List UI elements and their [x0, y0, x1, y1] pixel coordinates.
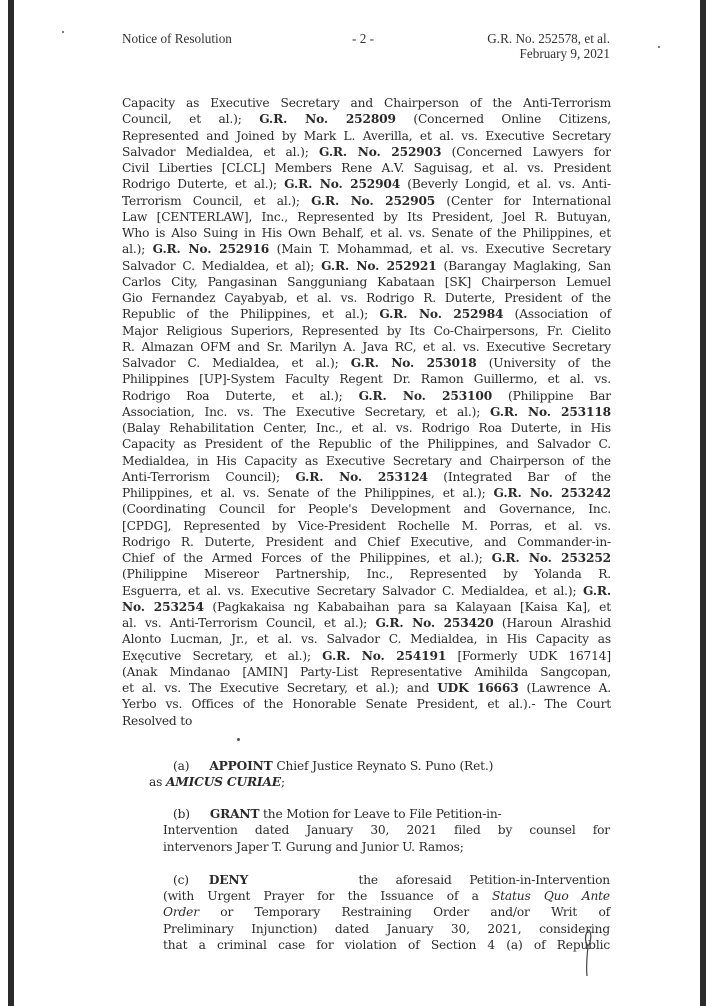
text-line [122, 696, 611, 712]
text-line [122, 176, 611, 192]
case-number-bold: G.R. No. 253252 [491, 551, 611, 565]
text-line [122, 371, 611, 387]
text-line [122, 339, 611, 355]
text-segment: Yerbo vs. Offices of the Honorable Senate President, et al.).- The Court [122, 697, 611, 712]
text-segment: R. Almazan OFM and Sr. Marilyn A. Java RC, et al. vs. Executive Secretary [122, 339, 611, 354]
text-line [122, 388, 611, 404]
text-line [122, 209, 611, 225]
text-line [122, 566, 611, 582]
item-verb: APPOINT [209, 759, 273, 773]
case-number-bold: G.R. No. 252903 [319, 144, 442, 159]
text-line [122, 144, 611, 160]
text-segment: (Integrated Bar of the [427, 469, 611, 484]
case-number-bold: G.R. No. 252984 [379, 307, 504, 322]
item-text: Preliminary Injunction) dated January 30, 2021, considering [163, 921, 610, 936]
text-segment: (Concerned Online Citizens, [395, 112, 611, 127]
text-line [122, 241, 611, 257]
case-number: G.R. No. 252578, et al. [487, 31, 610, 46]
order-emphasis: Order [163, 905, 199, 920]
text-segment: Resolved to [122, 713, 193, 728]
text-segment: et al. vs. The Executive Secretary, et al.); and [122, 681, 438, 695]
item-verb: GRANT [209, 807, 260, 821]
speck [658, 46, 660, 48]
speck [237, 738, 240, 741]
text-line [122, 128, 611, 144]
text-segment: Carlos City, Pangasinan Sangguniang Kabataan [SK] Chairperson Lemuel [122, 274, 611, 289]
text-line [122, 485, 611, 501]
case-date: February 9, 2021 [519, 46, 610, 61]
text-line [122, 323, 611, 339]
text-segment: Salvador C. Medialdea, et al); [122, 258, 322, 273]
text-line [122, 713, 611, 729]
item-marker: (a) [173, 759, 190, 773]
case-number-bold: G.R. No. 252921 [321, 258, 437, 273]
text-segment: Rodrigo Duterte, et al.); [122, 177, 285, 192]
text-segment: al. vs. Anti-Terrorism Council, et al.); [122, 616, 376, 630]
text-line [122, 436, 611, 452]
text-line [122, 631, 611, 647]
item-text: intervenors Japer T. Gurung and Junior U. Ramos; [163, 839, 464, 854]
text-line [122, 648, 611, 664]
text-segment: Represented and Joined by Mark L. Averilla, et al. vs. Executive Secretary [122, 128, 611, 143]
case-number-bold: G.R. No. 253100 [358, 388, 493, 403]
text-segment: Salvador Medialdea, et al.); [122, 144, 320, 159]
text-segment: Philippines [UP]-System Faculty Regent Dr. Ramon Guillermo, et al. vs. [122, 372, 611, 387]
text-segment: (Barangay Maglaking, San [436, 258, 611, 273]
text-segment: Alonto Lucman, Jr., et al. vs. Salvador C. Medialdea, in His Capacity as [122, 632, 611, 647]
text-segment: (Anak Mindanao [AMIN] Party-List Representative Amihilda Sangcopan, [122, 664, 611, 679]
text-line [122, 518, 611, 534]
text-segment: (Association of [503, 307, 611, 322]
case-number-bold: G.R. No. 252904 [284, 177, 401, 192]
case-number-bold: G.R. No. 252916 [152, 242, 270, 257]
case-number-bold: G.R. No. 252905 [311, 193, 436, 208]
case-number-bold: G.R. No. 253018 [350, 356, 477, 370]
text-line [122, 599, 611, 615]
item-marker: (c) [173, 873, 189, 887]
text-segment: Law [CENTERLAW], Inc., Represented by Its President, Joel R. Butuyan, [122, 209, 611, 224]
text-segment: Philippines, et al. vs. Senate of the Philippines, et al.); [122, 486, 494, 500]
text-line [122, 420, 611, 436]
case-number-bold: G.R. No. 253124 [295, 469, 428, 484]
text-line [122, 550, 611, 566]
text-segment: [Formerly UDK 16714] [446, 648, 611, 663]
text-line [122, 274, 611, 290]
text-line [122, 290, 611, 306]
item-text: (with Urgent Prayer for the Issuance of a [163, 889, 492, 904]
case-number-bold: No. 253254 [122, 599, 204, 614]
text-segment: (Balay Rehabilitation Center, Inc., et al. vs. Rodrigo Roa Duterte, in His [122, 421, 611, 435]
case-number-bold: G.R. No. 254191 [322, 648, 447, 663]
text-segment: (Concerned Lawyers for [441, 144, 611, 159]
text-segment: Exęcutive Secretary, et al.); [122, 648, 323, 663]
text-segment: Major Religious Superiors, Represented by Its Co-Chairpersons, Fr. Cielito [122, 323, 611, 338]
text-segment: Capacity as Executive Secretary and Chairperson of the Anti-Terrorism [122, 96, 611, 110]
item-text: Intervention dated January 30, 2021 filed by counsel for [163, 823, 610, 838]
text-line [122, 404, 611, 420]
case-number-bold: UDK 16663 [437, 681, 519, 695]
text-segment: Chief of the Armed Forces of the Philippines, et al.); [122, 551, 492, 565]
status-quo-emphasis: Status Quo Ante [491, 889, 610, 904]
case-number-bold: G.R. No. 253420 [375, 616, 494, 630]
text-segment: Medialdea, in His Capacity as Executive Secretary and Chairperson of the [122, 453, 611, 468]
speck [62, 31, 64, 33]
item-marker: (b) [173, 807, 190, 821]
item-text: that a criminal case for violation of Section 4 (a) of Republic [163, 937, 610, 952]
item-text: as [149, 775, 166, 790]
case-number-bold: G.R. No. 253242 [493, 486, 611, 500]
text-line [122, 534, 611, 550]
text-segment: (Philippine Misereor Partnership, Inc., Represented by Yolanda R. [122, 567, 611, 582]
text-segment: Rodrigo R. Duterte, President and Chief Executive, and Commander-in- [122, 534, 611, 549]
text-line [122, 355, 611, 371]
page-number: - 2 - [352, 31, 374, 46]
amicus-curiae-emphasis: AMICUS CURIAE [165, 775, 281, 790]
text-segment: (Beverly Longid, et al. vs. Anti- [400, 177, 611, 192]
text-segment: Rodrigo Roa Duterte, et al.); [122, 388, 359, 403]
text-segment: (University of the [476, 356, 611, 370]
page-left-edge [8, 0, 14, 1006]
resolution-item-c [163, 872, 610, 953]
resolution-item-b [163, 806, 610, 855]
page-right-edge [700, 0, 706, 1006]
text-segment: Esguerra, et al. vs. Executive Secretary Salvador C. Medialdea, et al.); [122, 583, 583, 598]
case-list-paragraph [122, 95, 611, 729]
text-segment: Council, et al.); [122, 112, 260, 127]
item-text: or Temporary Restraining Order and/or Writ of [198, 905, 610, 920]
text-segment: Salvador C. Medialdea, et al.); [122, 356, 351, 370]
text-segment: Capacity as President of the Republic of the Philippines, and Salvador C. [122, 437, 611, 452]
item-text: the Motion for Leave to File Petition-in- [259, 807, 502, 821]
text-line [122, 664, 611, 680]
text-segment: Civil Liberties [CLCL] Members Rene A.V. Saguisag, et al. vs. President [122, 161, 611, 175]
text-segment: (Haroun Alrashid [493, 616, 611, 630]
text-line [122, 306, 611, 322]
text-line [122, 225, 611, 241]
text-line [122, 453, 611, 469]
text-segment: Republic of the Philippines, et al.); [122, 307, 380, 322]
case-reference [487, 31, 610, 61]
text-line [122, 193, 611, 209]
document-type: Notice of Resolution [122, 31, 232, 46]
text-line [122, 95, 611, 111]
text-segment: [CPDG], Represented by Vice-President Rochelle M. Porras, et al. vs. [122, 518, 611, 533]
text-segment: (Coordinating Council for People's Development and Governance, Inc. [122, 502, 611, 517]
text-line [122, 469, 611, 485]
text-segment: al.); [122, 242, 153, 257]
text-segment: (Philippine Bar [492, 388, 611, 403]
text-segment: Who is Also Suing in His Own Behalf, et al. vs. Senate of the Philippines, et [122, 226, 611, 240]
text-line [122, 680, 611, 696]
handwritten-initial [580, 928, 596, 978]
item-text: ; [280, 775, 285, 790]
text-line [122, 615, 611, 631]
resolution-item-a [149, 758, 610, 791]
item-verb: DENY [208, 873, 248, 887]
text-segment: Anti-Terrorism Council); [122, 469, 296, 484]
case-number-bold: G.R. No. 253118 [489, 404, 611, 419]
case-number-bold: G.R. No. 252809 [259, 112, 396, 127]
text-segment: (Pagkakaisa ng Kababaihan para sa Kalayaan [Kaisa Ka], et [203, 599, 611, 614]
text-segment: Terrorism Council, et al.); [122, 193, 312, 208]
text-segment: Association, Inc. vs. The Executive Secretary, et al.); [122, 404, 490, 419]
case-number-bold: G.R. [583, 583, 611, 598]
text-segment: (Main T. Mohammad, et al. vs. Executive Secretary [269, 242, 612, 257]
item-text: the aforesaid Petition-in-Intervention [358, 873, 610, 887]
text-segment: (Center for International [435, 193, 611, 208]
text-segment: (Lawrence A. [518, 681, 611, 695]
item-text: Chief Justice Reynato S. Puno (Ret.) [272, 759, 494, 773]
text-line [122, 501, 611, 517]
text-line [122, 258, 611, 274]
text-line [122, 583, 611, 599]
text-line [122, 111, 611, 127]
text-segment: Gio Fernandez Cayabyab, et al. vs. Rodrigo R. Duterte, President of the [122, 291, 611, 305]
text-line [122, 160, 611, 176]
